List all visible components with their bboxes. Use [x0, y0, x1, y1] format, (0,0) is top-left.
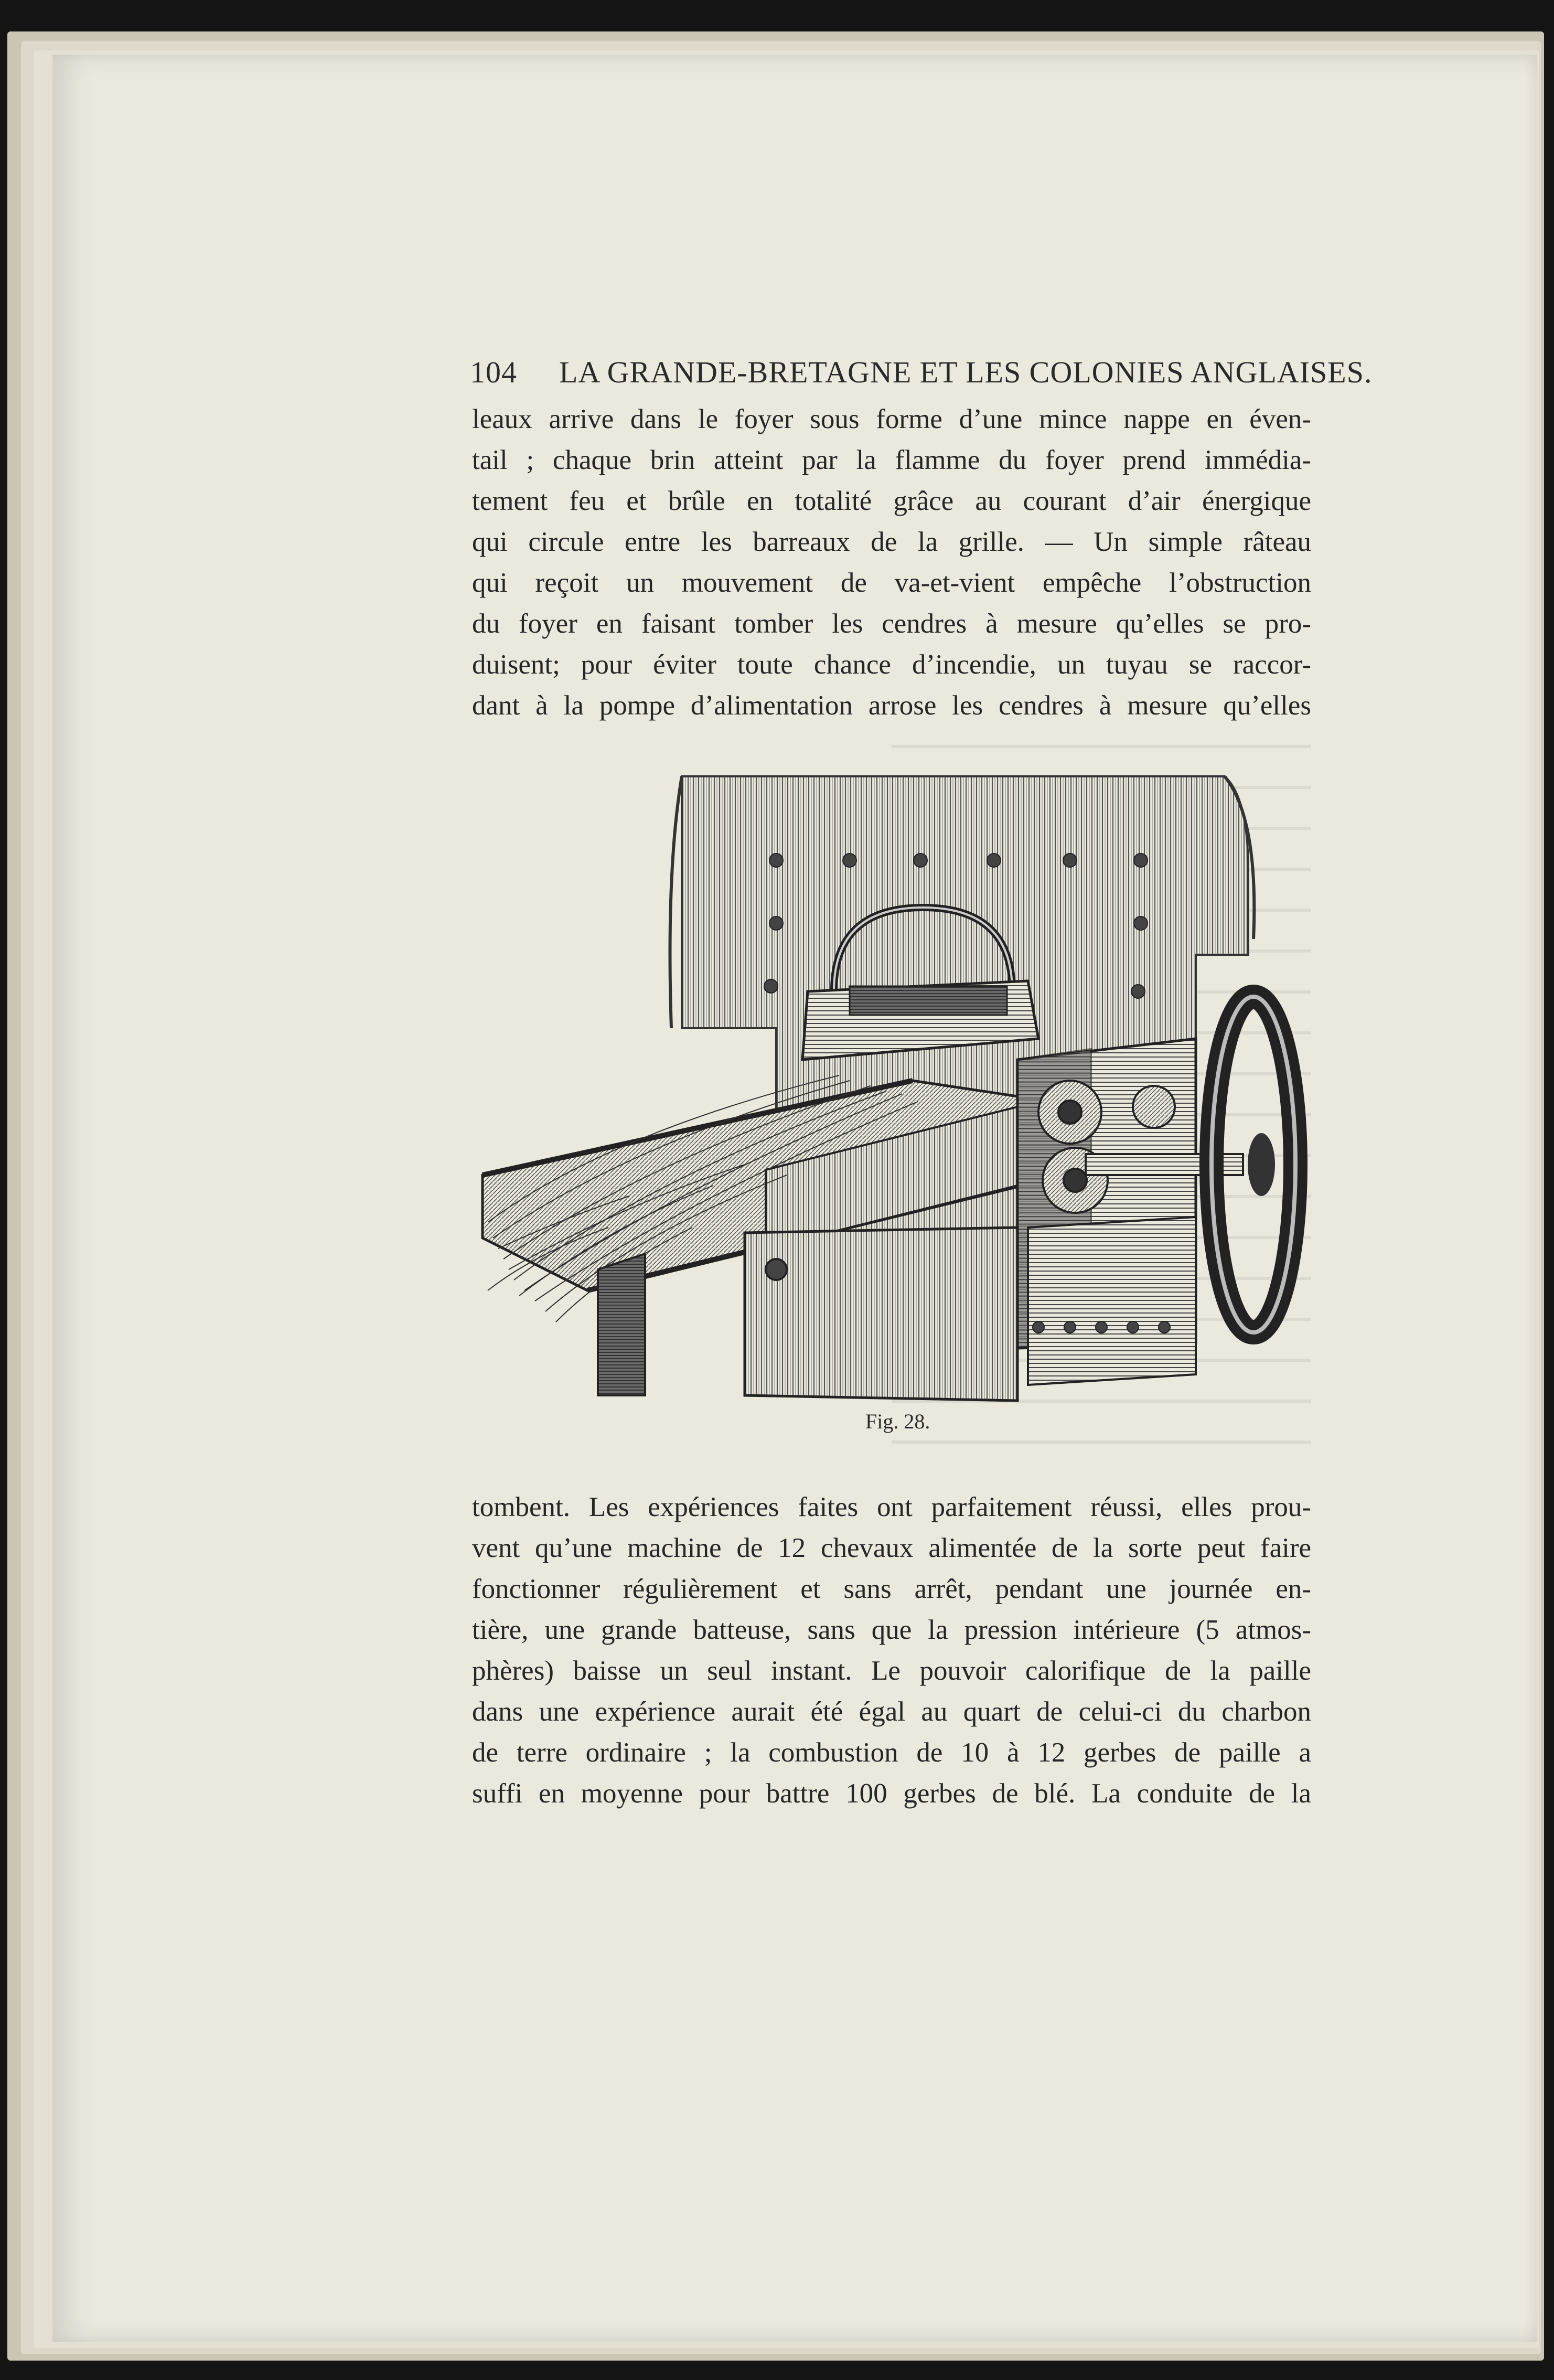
- text-line: dant à la pompe d’alimentation arrose les cendres à mesure qu’elles: [472, 690, 1311, 721]
- text-line: tombent. Les expériences faites ont parfaitement réussi, elles prou-: [472, 1492, 1311, 1522]
- running-head: [470, 355, 1373, 397]
- body-text-bottom: [472, 1487, 1311, 1814]
- body-text-top: [472, 399, 1311, 726]
- page-number: 104: [470, 355, 517, 389]
- text-line: de terre ordinaire ; la combustion de 10 à 12 gerbes de paille a: [472, 1737, 1311, 1768]
- text-line: phères) baisse un seul instant. Le pouvoir calorifique de la paille: [472, 1656, 1311, 1686]
- text-line: tement feu et brûle en totalité grâce au courant d’air énergique: [472, 486, 1311, 516]
- text-line: leaux arrive dans le foyer sous forme d’une mince nappe en éven-: [472, 404, 1311, 434]
- text-line: qui circule entre les barreaux de la grille. — Un simple râteau: [472, 527, 1311, 557]
- text-line: duisent; pour éviter toute chance d’incendie, un tuyau se raccor-: [472, 649, 1311, 680]
- engraving-straw-feeder-machine: [472, 766, 1311, 1406]
- text-line: vent qu’une machine de 12 chevaux alimentée de la sorte peut faire: [472, 1533, 1311, 1563]
- text-line: tail ; chaque brin atteint par la flamme du foyer prend immédia-: [472, 445, 1311, 475]
- text-line: suffi en moyenne pour battre 100 gerbes de blé. La conduite de la: [472, 1778, 1311, 1809]
- text-line: qui reçoit un mouvement de va-et-vient empêche l’obstruction: [472, 568, 1311, 598]
- text-line: tière, une grande batteuse, sans que la pression intérieure (5 atmos-: [472, 1615, 1311, 1645]
- figure-caption: Fig. 28.: [865, 1410, 930, 1433]
- text-line: dans une expérience aurait été égal au quart de celui-ci du charbon: [472, 1696, 1311, 1727]
- text-line: fonctionner régulièrement et sans arrêt, pendant une journée en-: [472, 1574, 1311, 1604]
- text-line: du foyer en faisant tomber les cendres à mesure qu’elles se pro-: [472, 609, 1311, 639]
- running-title: LA GRANDE-BRETAGNE ET LES COLONIES ANGLAISES.: [559, 355, 1373, 389]
